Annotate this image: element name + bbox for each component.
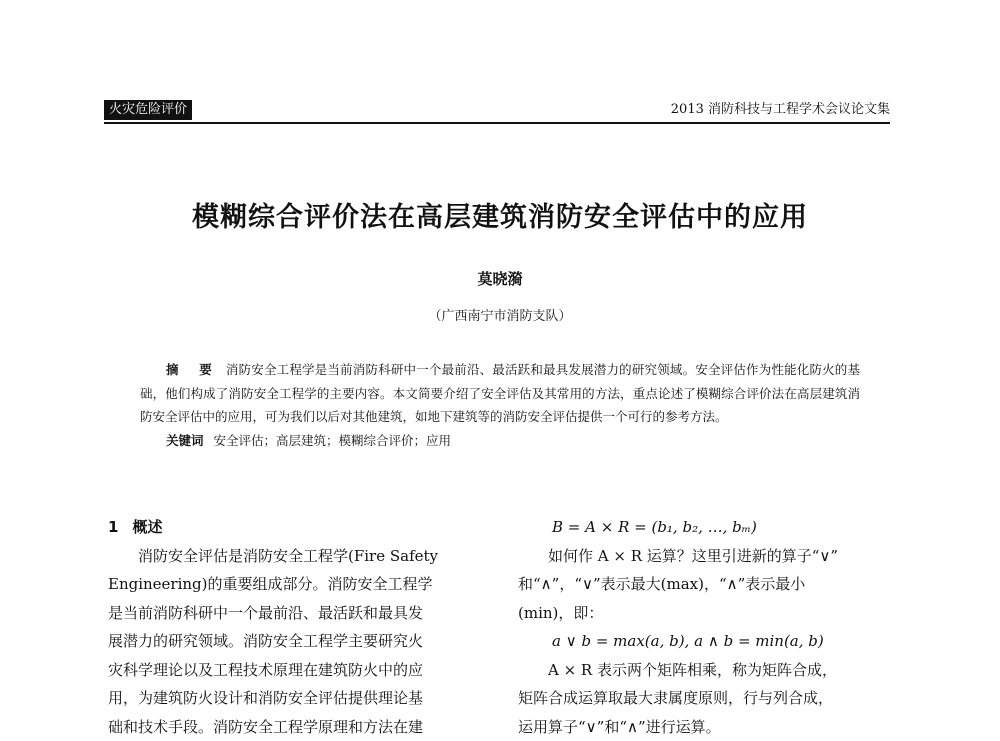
body-line: 矩阵合成运算取最大隶属度原则，行与列合成，	[518, 684, 896, 713]
body-line: 消防安全评估是消防安全工程学(Fire Safety	[108, 542, 486, 571]
body-line: (min)，即：	[518, 599, 896, 628]
section-heading	[108, 513, 486, 542]
right-column	[518, 513, 896, 741]
body-line: 用，为建筑防火设计和消防安全评估提供理论基	[108, 684, 486, 713]
author: 莫晓漪	[0, 268, 1000, 289]
abstract-label: 摘 要	[166, 362, 220, 377]
paper-title: 模糊综合评价法在高层建筑消防安全评估中的应用	[0, 198, 1000, 238]
abstract	[140, 358, 860, 429]
abstract-text: 消防安全工程学是当前消防科研中一个最前沿、最活跃和最具发展潜力的研究领域。安全评估作为性能化防火的基础，他们构成了消防安全工程学的主要内容。本文简要介绍了安全评估及其常用的方法，重点论述了模糊综合评价法在高层建筑消防安全评估中的应用，可为我们以后对其他建筑，如地下建筑等的消防安全评估提供一个可行的参考方法。	[140, 362, 860, 424]
abstract-block	[140, 358, 860, 452]
journal-title: 2013 消防科技与工程学术会议论文集	[671, 102, 890, 118]
formula-b: B = A × R = (b₁, b₂, …, bₘ)	[518, 513, 896, 542]
left-column	[108, 513, 486, 741]
keywords-label: 关键词	[166, 433, 204, 448]
formula-max-min: a ∨ b = max(a, b), a ∧ b = min(a, b)	[518, 627, 896, 656]
body-line: 灾科学理论以及工程技术原理在建筑防火中的应	[108, 656, 486, 685]
body-line: 运用算子“∨”和“∧”进行运算。	[518, 713, 896, 741]
body-line: 展潜力的研究领域。消防安全工程学主要研究火	[108, 627, 486, 656]
keywords	[140, 429, 860, 453]
body-line: A × R 表示两个矩阵相乘，称为矩阵合成，	[518, 656, 896, 685]
keywords-text: 安全评估；高层建筑；模糊综合评价；应用	[214, 433, 452, 448]
body-line: 是当前消防科研中一个最前沿、最活跃和最具发	[108, 599, 486, 628]
body-line: 础和技术手段。消防安全工程学原理和方法在建	[108, 713, 486, 741]
body-line: 如何作 A × R 运算？这里引进新的算子“∨”	[518, 542, 896, 571]
section-title: 概述	[132, 518, 162, 536]
affiliation: （广西南宁市消防支队）	[0, 305, 1000, 324]
section-number: 1	[108, 518, 118, 536]
running-header	[104, 98, 890, 124]
body-line: Engineering)的重要组成部分。消防安全工程学	[108, 570, 486, 599]
body-line: 和“∧”，“∨”表示最大(max)，“∧”表示最小	[518, 570, 896, 599]
section-tag: 火灾危险评价	[104, 100, 192, 120]
